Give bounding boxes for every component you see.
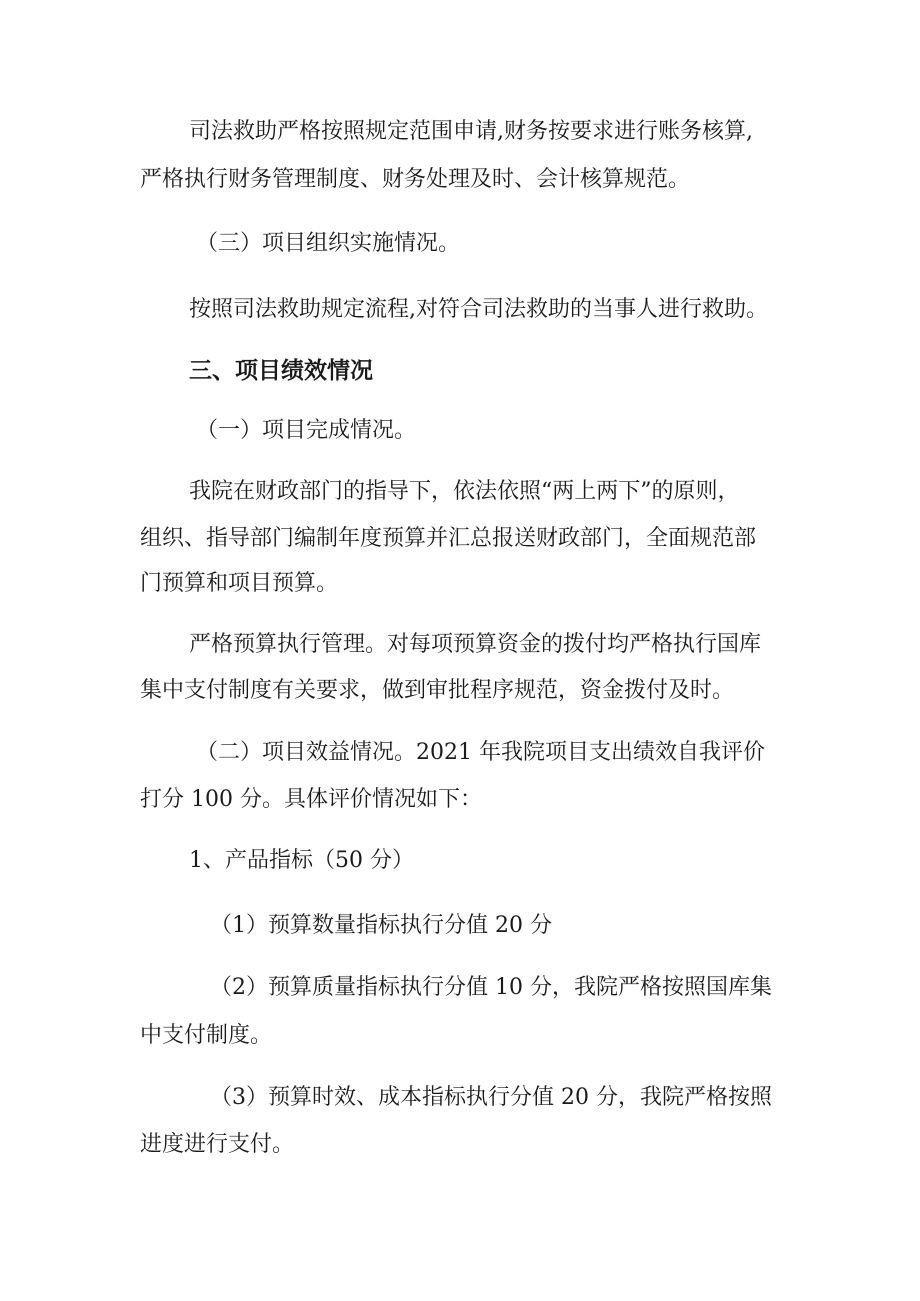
subsection-heading: （三）项目组织实施情况。: [196, 231, 461, 256]
paragraph-line: 司法救助严格按照规定范围申请,财务按要求进行账务核算,: [189, 119, 753, 144]
list-item: 中支付制度。: [140, 1023, 273, 1048]
paragraph-line: 我院在财政部门的指导下，依法依照“两上两下”的原则，: [189, 479, 740, 504]
paragraph-line: 严格预算执行管理。对每项预算资金的拨付均严格执行国库: [189, 632, 762, 657]
list-heading: 1、产品指标（50 分）: [189, 848, 414, 873]
subsection-heading: （一）项目完成情况。: [196, 418, 417, 443]
paragraph-line: （二）项目效益情况。2021 年我院项目支出绩效自我评价: [196, 740, 765, 765]
list-item: （1）预算数量指标执行分值 20 分: [210, 913, 552, 938]
paragraph-line: 严格执行财务管理制度、财务处理及时、会计核算规范。: [140, 167, 691, 192]
paragraph-line: 门预算和项目预算。: [140, 571, 339, 596]
list-item: （2）预算质量指标执行分值 10 分，我院严格按照国库集: [210, 975, 772, 1000]
list-item: 进度进行支付。: [140, 1132, 295, 1157]
paragraph-line: 按照司法救助规定流程,对符合司法救助的当事人进行救助。: [189, 297, 768, 322]
paragraph-line: 打分 100 分。具体评价情况如下：: [140, 787, 482, 812]
list-item: （3）预算时效、成本指标执行分值 20 分，我院严格按照: [210, 1085, 772, 1110]
paragraph-line: 集中支付制度有关要求，做到审批程序规范，资金拨付及时。: [140, 678, 735, 703]
paragraph-line: 组织、指导部门编制年度预算并汇总报送财政部门，全面规范部: [140, 526, 757, 551]
section-heading: 三、项目绩效情况: [189, 358, 373, 384]
